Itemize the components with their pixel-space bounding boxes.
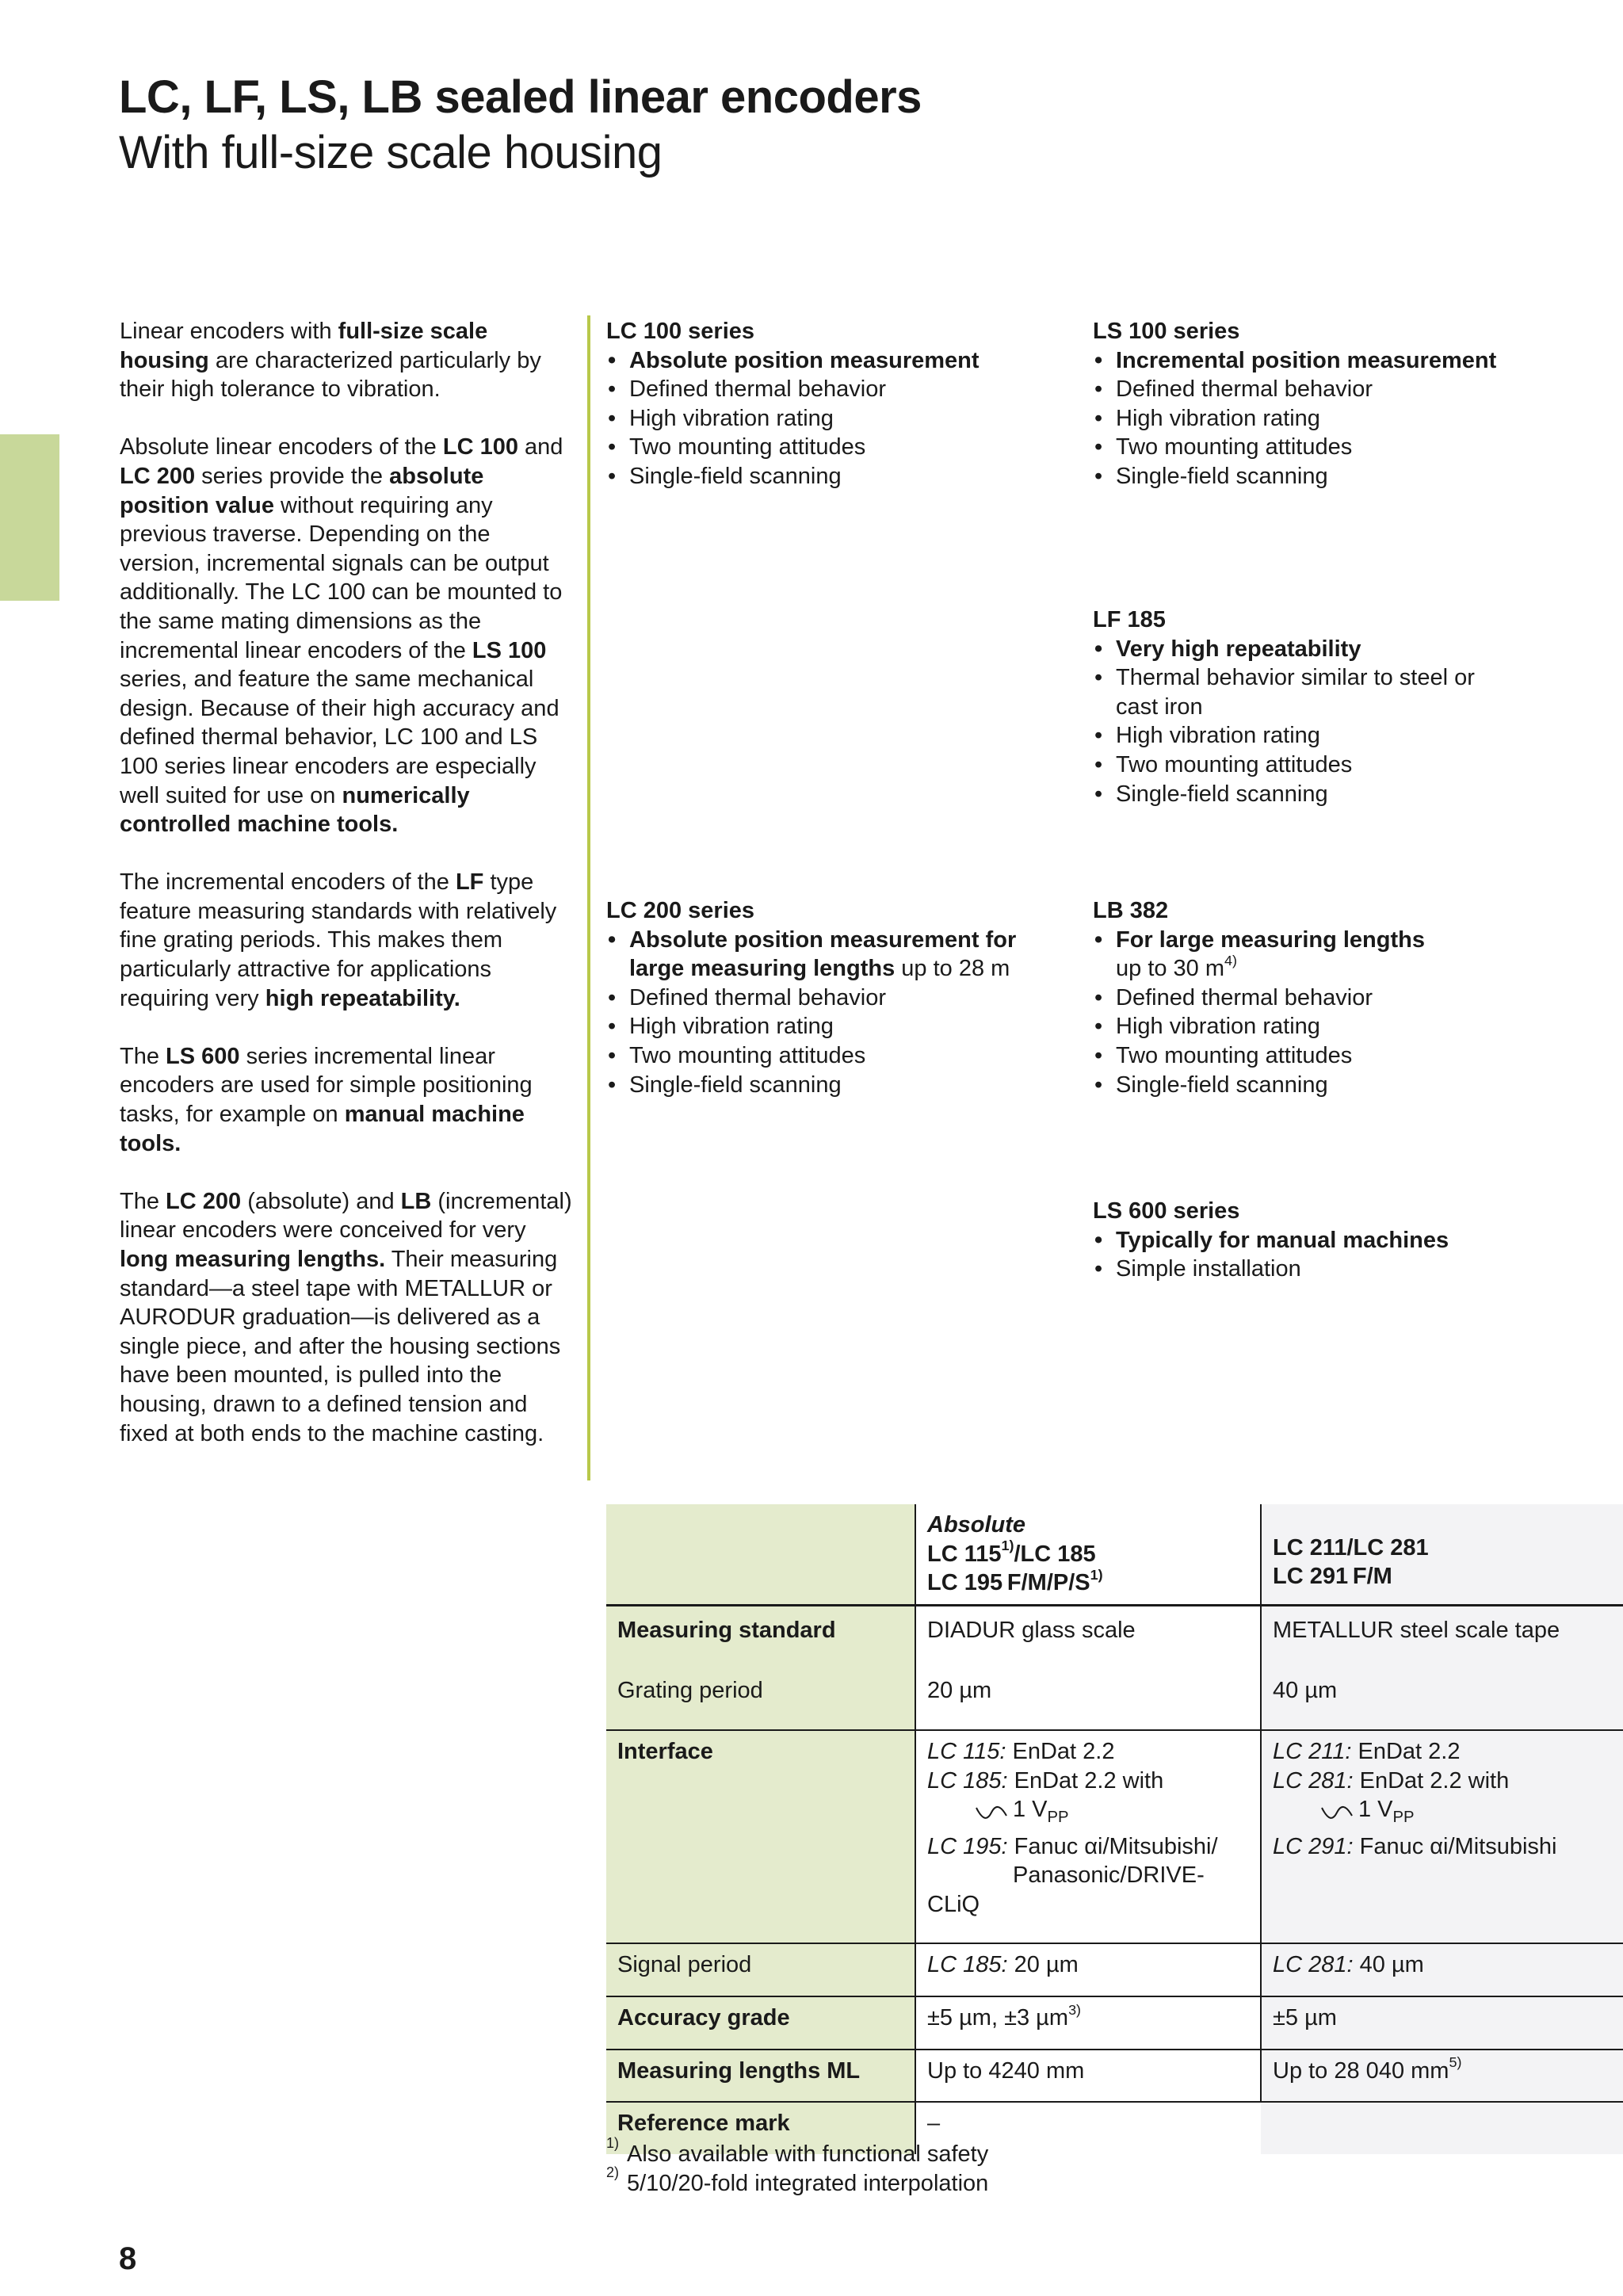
series-lc200 [606,896,1050,1099]
feature-list [1093,346,1600,491]
series-title: LC 200 series [606,898,755,923]
table-row [606,1996,1623,2050]
series-lb382 [1093,896,1537,1099]
table-row [606,1943,1623,1996]
series-ls600 [1093,1197,1537,1284]
table-row [606,1730,1623,1943]
cell-value: LC 185: 20 µm [915,1943,1261,1996]
header-lc115-lc195: Absolute LC 115$^{1)}$/LC 185 LC 195 $F/M/P/S^{1)}$ [915,1504,1261,1605]
feature-item: • Absolute position measurement for large measuring lengths up to 28 m [606,926,1050,984]
cell-value: Up to 4240 mm [915,2050,1261,2103]
feature-item: • Two mounting attitudes [606,433,1050,462]
sine-wave-icon [1320,1803,1354,1819]
footnote: 2) 5/10/20-fold integrated interpolation [606,2164,989,2196]
feature-item: • High vibration rating [1093,404,1600,434]
page-subtitle: With full-size scale housing [119,127,663,178]
series-title: LS 600 series [1093,1198,1240,1224]
cell-value: DIADUR glass scale [915,1605,1261,1651]
intro-paragraph-4: The LS 600 series incremental linear encoders are used for simple positioning tasks, for example on manual machine tools. [120,1043,533,1156]
series-title: LF 185 [1093,607,1166,632]
cell-value: METALLUR steel scale tape [1261,1605,1623,1651]
row-label: Measuring lengths ML [606,2050,915,2103]
cell-value: – [915,2102,1261,2154]
feature-item: • Typically for manual machines [1093,1226,1537,1255]
feature-item: • Two mounting attitudes [1093,433,1600,462]
cell-value: 20 µm [915,1651,1261,1730]
header-empty-cell [606,1504,915,1605]
feature-item: • High vibration rating [606,1012,1050,1041]
feature-list [606,346,1050,491]
row-label: Grating period [606,1651,915,1730]
feature-item: • Two mounting attitudes [1093,751,1505,780]
feature-item: • Single-field scanning [606,1071,1050,1100]
row-label: Reference mark [606,2102,915,2154]
intro-paragraph-3: The incremental encoders of the LF type feature measuring standards with relatively fine grating periods. This makes them particularly attractive for applications requiring very high repeatability. [120,869,557,1011]
footnote: 1) Also available with functional safety [606,2135,989,2167]
cell-value: ±5 µm, ±3 µm$^{3)}$ [915,1996,1261,2050]
feature-list [606,926,1050,1100]
feature-item: • High vibration rating [1093,1012,1537,1041]
header-lc211-lc291: LC 211/LC 281 LC 291 F/M [1261,1504,1623,1605]
feature-item: • Single-field scanning [1093,462,1600,491]
cell-value: LC 115: EnDat 2.2 LC 185: EnDat 2.2 with 1 $V_{PP}$ LC 195: Fanuc αi/Mitsubishi/ Panasonic/DRIVE-CLiQ [915,1730,1261,1943]
feature-item: • Single-field scanning [1093,1071,1537,1100]
feature-item: • Defined thermal behavior [1093,375,1600,404]
intro-paragraph-2: Absolute linear encoders of the LC 100 and LC 200 series provide the absolute position value without requiring any previous traverse. Depending on the version, incremental signals can be output additionally. The LC 100 can be mounted to the same mating dimensions as the incremental linear encoders of the LS 100 series, and feature the same mechanical design. Because of their high accuracy and defined thermal behavior, LC 100 and LS 100 series linear encoders are especially well suited for use on numerically controlled machine tools. [120,434,563,838]
feature-item: • Two mounting attitudes [1093,1041,1537,1071]
specifications-table [606,1504,1623,2154]
footnotes [606,2135,989,2198]
intro-text [120,317,575,1477]
feature-item: • For large measuring lengths up to 30 $m^{4)}$ [1093,926,1537,984]
feature-item: • Defined thermal behavior [1093,984,1537,1013]
feature-item: • High vibration rating [606,404,1050,434]
table-row [606,1605,1623,1651]
table-row [606,2050,1623,2103]
page-title: LC, LF, LS, LB sealed linear encoders [119,71,922,123]
series-title: LS 100 series [1093,319,1240,344]
feature-item: • Defined thermal behavior [606,375,1050,404]
feature-item: • Simple installation [1093,1255,1537,1284]
feature-list [1093,635,1505,809]
feature-list [1093,926,1537,1100]
series-lc100 [606,317,1050,491]
row-label: Accuracy grade [606,1996,915,2050]
column-divider [587,315,590,1480]
feature-item: • Two mounting attitudes [606,1041,1050,1071]
feature-item: • Incremental position measurement [1093,346,1600,376]
series-title: LC 100 series [606,319,755,344]
cell-value: Up to 28 040 $mm^{5)}$ [1261,2050,1623,2103]
row-label: Interface [606,1730,915,1943]
cell-value: ±5 µm [1261,1996,1623,2050]
cell-empty [1261,2102,1623,2154]
intro-paragraph-1: Linear encoders with full-size scale housing are characterized particularly by their high tolerance to vibration. [120,319,541,403]
side-color-tab [0,434,59,601]
feature-item: • High vibration rating [1093,721,1505,751]
series-ls100 [1093,317,1600,491]
series-title: LB 382 [1093,898,1169,923]
feature-item: • Thermal behavior similar to steel or cast iron [1093,663,1505,721]
row-label: Signal period [606,1943,915,1996]
feature-item: • Single-field scanning [606,462,1050,491]
intro-paragraph-5: The LC 200 (absolute) and LB (incremental) linear encoders were conceived for very long measuring lengths. Their measuring standard—a steel tape with METALLUR or AURODUR graduation—is delivered as a single piece, and after the housing sections have been mounted, is pulled into the housing, drawn to a defined tension and fixed at both ends to the machine casting. [120,1188,572,1446]
feature-item: • Single-field scanning [1093,780,1505,809]
feature-item: • Very high repeatability [1093,635,1505,664]
cell-value: LC 211: EnDat 2.2 LC 281: EnDat 2.2 with 1 $V_{PP}$ LC 291: Fanuc αi/Mitsubishi [1261,1730,1623,1943]
cell-value: LC 281: 40 µm [1261,1943,1623,1996]
feature-list [1093,1226,1537,1284]
sine-wave-icon [975,1803,1008,1819]
series-lf185 [1093,606,1505,808]
row-label: Measuring standard [606,1605,915,1651]
table-row [606,1651,1623,1730]
table-header-row [606,1504,1623,1605]
cell-value: 40 µm [1261,1651,1623,1730]
page-number: 8 [119,2241,137,2276]
feature-item: • Defined thermal behavior [606,984,1050,1013]
feature-item: • Absolute position measurement [606,346,1050,376]
